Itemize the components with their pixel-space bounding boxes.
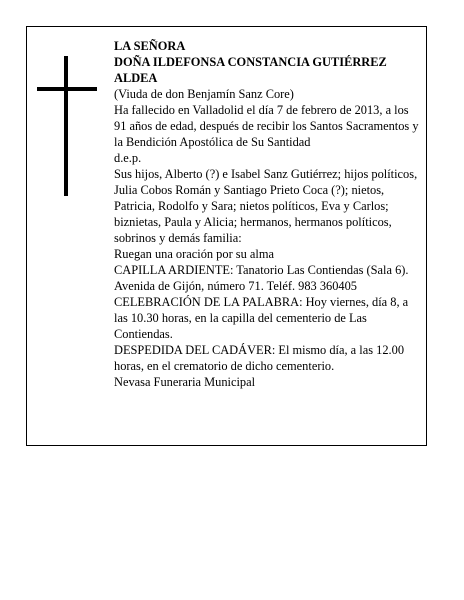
death-announcement: Ha fallecido en Valladolid el día 7 de febrero de 2013, a los 91 años de edad, después de recibir los Santos Sacramentos y la Bendición Apostólica de Su Santidad <box>114 103 419 149</box>
deceased-name: DOÑA ILDEFONSA CONSTANCIA GUTIÉRREZ ALDEA <box>114 55 387 85</box>
notice-title: LA SEÑORA <box>114 39 186 53</box>
chapel-info: CAPILLA ARDIENTE: Tanatorio Las Contiendas (Sala 6). Avenida de Gijón, número 71. Teléf. 983 360405 <box>114 263 409 293</box>
prayer-request: Ruegan una oración por su alma <box>114 247 274 261</box>
celebration-info: CELEBRACIÓN DE LA PALABRA: Hoy viernes, día 8, a las 10.30 horas, en la capilla del cementerio de Las Contiendas. <box>114 295 409 341</box>
dep-label: d.e.p. <box>114 151 142 165</box>
obituary-text <box>114 38 424 390</box>
widow-of: (Viuda de don Benjamín Sanz Core) <box>114 87 294 101</box>
funeral-home: Nevasa Funeraria Municipal <box>114 375 256 389</box>
cross-icon <box>64 56 68 196</box>
farewell-info: DESPEDIDA DEL CADÁVER: El mismo día, a las 12.00 horas, en el crematorio de dicho cementerio. <box>114 343 405 373</box>
family-list: Sus hijos, Alberto (?) e Isabel Sanz Gutiérrez; hijos políticos, Julia Cobos Román y Santiago Prieto Coca (?); nietos, Patricia, Rodolfo y Sara; nietos políticos, Eva y Carlos; biznietas, Paula y Alicia; hermanos, hermanos políticos, sobrinos y demás familia: <box>114 167 418 245</box>
cross-icon-crossbar <box>37 87 97 91</box>
